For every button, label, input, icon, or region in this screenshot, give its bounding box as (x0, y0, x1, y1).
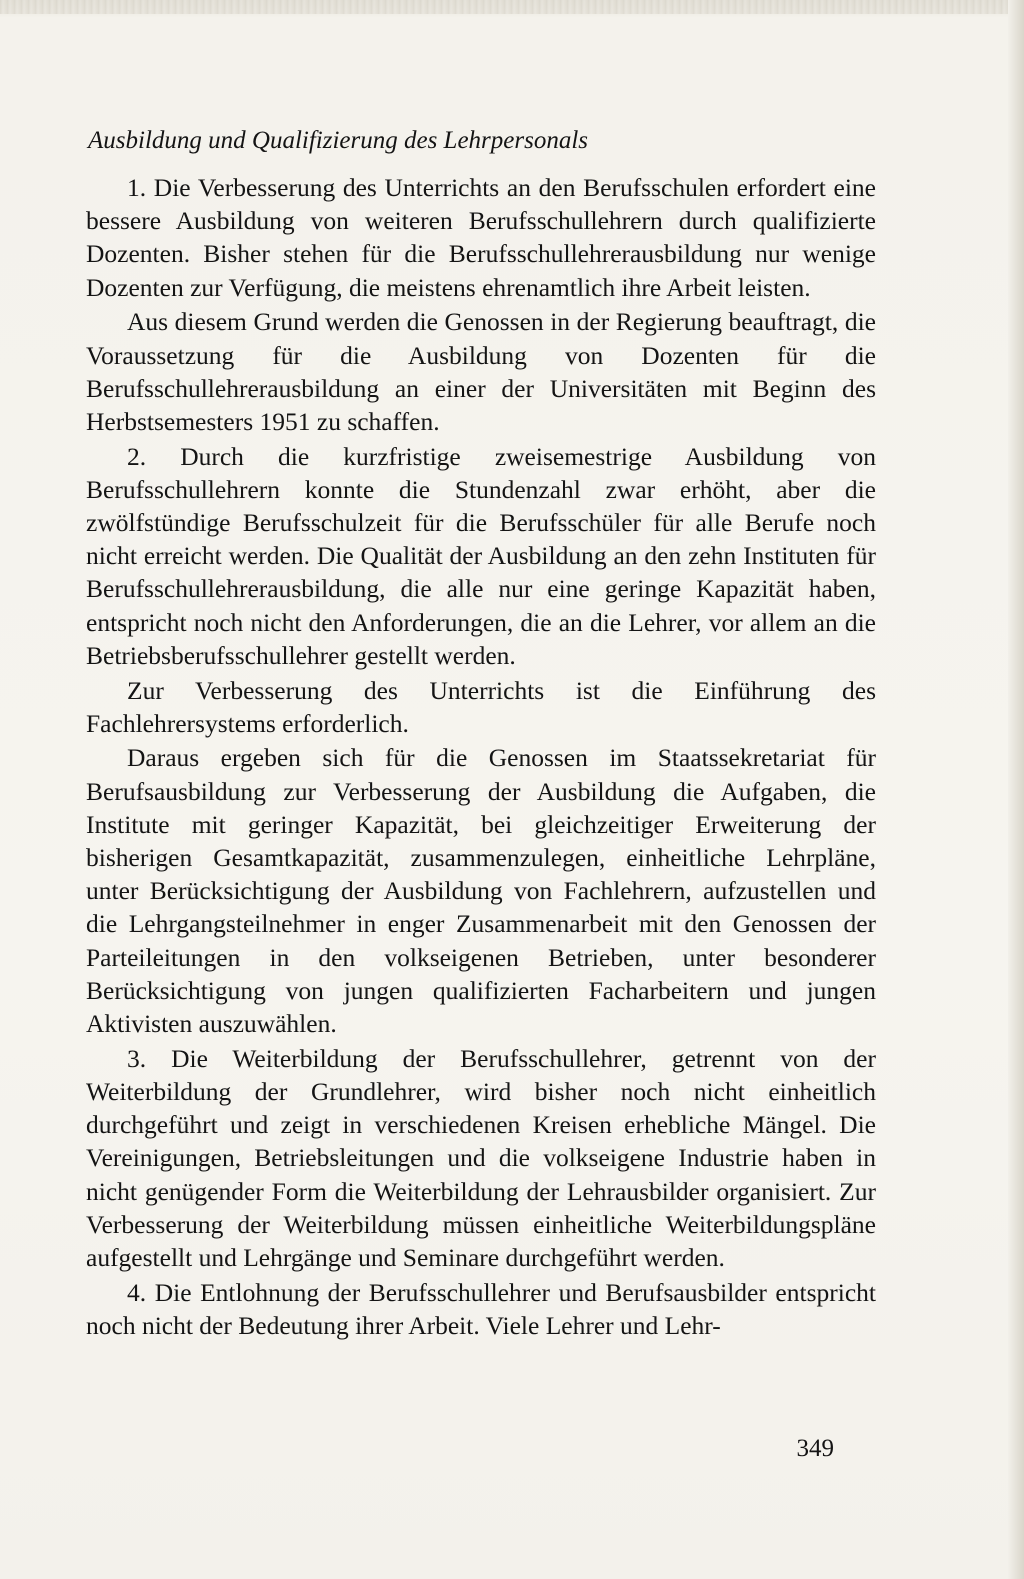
paragraph-3: 2. Durch die kurzfristige zweisemestrige Ausbildung von Berufsschullehrern konnte die Stundenzahl zwar erhöht, aber die zwölfstündige Berufsschulzeit für die Berufsschüler für alle Berufe noch nicht erreicht werden. Die Qualität der Ausbildung an den zehn Instituten für Berufsschullehrerausbildung, die alle nur eine geringe Kapazität haben, entspricht noch nicht den Anforderungen, die an die Lehrer, vor allem an die Betriebsberufsschullehrer gestellt werden. (86, 441, 876, 670)
scan-edge-right (1008, 0, 1024, 1579)
paragraph-4: Zur Verbesserung des Unterrichts ist die Einführung des Fachlehrersystems erforderlich. (86, 675, 876, 738)
paragraph-2: Aus diesem Grund werden die Genossen in der Regierung beauftragt, die Voraussetzung für die Ausbildung von Dozenten für die Berufsschullehrerausbildung an einer der Universitäten mit Beginn des Herbstsemesters 1951 zu schaffen. (86, 307, 876, 436)
paragraph-1: 1. Die Verbesserung des Unterrichts an den Berufsschulen erfordert eine bessere Ausbildung von weiteren Berufsschullehrern durch qualifizierte Dozenten. Bisher stehen für die Berufsschullehrerausbildung nur wenige Dozenten zur Verfügung, die meistens ehrenamtlich ihre Arbeit leisten. (86, 173, 876, 302)
text-block (86, 124, 876, 1344)
paragraph-6: 3. Die Weiterbildung der Berufsschullehrer, getrennt von der Weiterbildung der Grundlehrer, wird bisher noch nicht einheitlich durchgeführt und zeigt in verschiedenen Kreisen erhebliche Mängel. Die Vereinigungen, Betriebsleitungen und die volkseigene Industrie haben in nicht genügender Form die Weiterbildung der Lehrausbilder organisiert. Zur Verbesserung der Weiterbildung müssen einheitliche Weiterbildungspläne aufgestellt und Lehrgänge und Seminare durchgeführt werden. (86, 1043, 876, 1272)
paragraph-7: 4. Die Entlohnung der Berufsschullehrer und Berufsausbilder entspricht noch nicht der Bedeutung ihrer Arbeit. Viele Lehrer und Lehr- (86, 1277, 876, 1340)
section-title: Ausbildung und Qualifizierung des Lehrpersonals (88, 127, 589, 154)
page-number: 349 (796, 1435, 834, 1462)
paragraph-5: Daraus ergeben sich für die Genossen im Staatssekretariat für Berufsausbildung zur Verbesserung der Ausbildung die Aufgaben, die Institute mit geringer Kapazität, bei gleichzeitiger Erweiterung der bisherigen Gesamtkapazität, zusammenzulegen, einheitliche Lehrpläne, unter Berücksichtigung der Ausbildung von Fachlehrern, aufzustellen und die Lehrgangsteilnehmer in enger Zusammenarbeit mit den Genossen der Parteileitungen in den volkseigenen Betrieben, unter besonderer Berücksichtigung von jungen qualifizierten Facharbeitern und jungen Aktivisten auszuwählen. (86, 743, 876, 1039)
scan-edge-top (0, 0, 1024, 14)
